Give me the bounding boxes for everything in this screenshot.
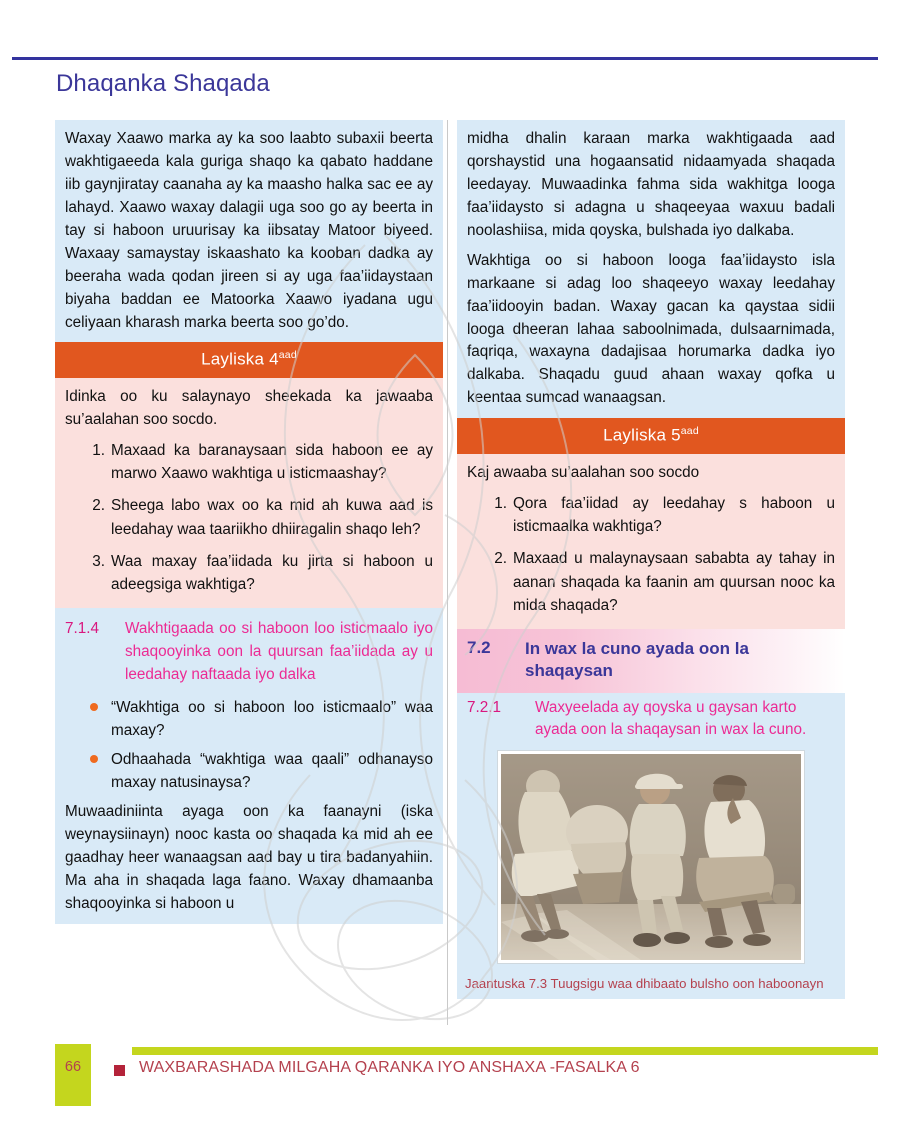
right-column xyxy=(457,120,845,999)
footer-rule xyxy=(132,1047,878,1055)
list-item-text: Qora faa’iidad ay leedahay s haboon u isticmaalka wakhtiga? xyxy=(513,494,835,536)
right-intro-paragraph-1: midha dhalin karaan marka wakhtigaada aad qorshaystid una hogaansatid nidaamyada shaqada leedayay. Muwaadinka fahma sida wakhitga looga faa’iidaysto si adagna u shaqeeyaa waxuu badali noolashiisa, mida qoyska, bulshada iyo dalkaba. xyxy=(467,130,835,239)
right-intro-block xyxy=(457,120,845,418)
page-number: 66 xyxy=(64,1059,82,1075)
list-item xyxy=(92,550,433,597)
subsection-714-block xyxy=(55,608,443,923)
exercise-5-bar xyxy=(457,418,845,454)
footer-square-icon xyxy=(114,1065,125,1076)
right-intro-paragraph-2: Wakhtiga oo si haboon looga faa’iidaysto isla markaane si adag loo shaqeeyo waxay leedahay faa’iidooyin badan. Waxay gacan ka qaystaa sidii looga dheeran lahaa saboolnimada, dulsaarnimada, faqriqa, waxayna dadajisaa horumarka dadka iyo dalkaba. Shaqadu guud ahaan waxay qofka u keentaa sumcad wanaagsan. xyxy=(467,251,835,407)
list-item-number: 3. xyxy=(92,552,105,570)
exercise-4-question-list xyxy=(65,439,433,597)
subsection-721-title: Waxyeelada ay qoyska u gaysan karto ayada oon la shaqaysan in wax la cuno. xyxy=(535,698,807,738)
figure-caption: Jaantuska 7.3 Tuugsigu waa dhibaato bulsho oon haboonayn xyxy=(465,975,824,991)
subsection-714-bullets xyxy=(65,697,433,795)
exercise-4-lead-in: Idinka oo ku salaynayo sheekada ka jawaaba su’aalahan soo socdo. xyxy=(65,388,433,429)
footer-text: WAXBARASHADA MILGAHA QARANKA IYO ANSHAXA -FASALKA 6 xyxy=(139,1059,640,1076)
section-72-number: 7.2 xyxy=(467,638,491,658)
list-item-number: 2. xyxy=(92,497,105,515)
page-title: Dhaqanka Shaqada xyxy=(56,70,270,97)
list-item-text: “Wakhtiga oo si haboon loo isticmaalo” waa maxay? xyxy=(111,699,433,740)
exercise-4-superscript: aad xyxy=(278,349,297,362)
subsection-721-number: 7.2.1 xyxy=(467,698,502,716)
exercise-5-label: Layliska 5 xyxy=(603,425,681,445)
list-item-text: Maxaad ka baranaysaan sida haboon ee ay marwo Xaawo wakhtiga u isticmaashay? xyxy=(111,441,433,483)
header-rule xyxy=(12,57,878,60)
list-item-text: Odhaahada “wakhtiga waa qaali” odhanayso maxay natusinaysa? xyxy=(111,751,433,792)
exercise-5-superscript: aad xyxy=(680,425,699,438)
left-column xyxy=(55,120,443,924)
section-72-title: In wax la cuno ayada oon la shaqaysan xyxy=(525,639,749,680)
list-item xyxy=(111,749,433,795)
subsection-714-number: 7.1.4 xyxy=(65,620,100,638)
left-intro-paragraph: Waxay Xaawo marka ay ka soo laabto subaxii beerta wakhtigaeeda kala guriga shaqo ka qabato haddane iib gaynjiratay caanaha ay ka maasho halka sac ee ay lahayd. Xaawo waxay dalagii uga soo go ay beerta in tay si haboon uruurisay ka iibsatay Matoor biyeed. Waxaay samaystay iskaashato ka kooban dadka ay beeraha wada qodan jireen si ay uga faa’iidaystaan biyaha baddan ee Matoorka Xaawo iyadana ugu celiyaan kharash marka beerta soo go’do. xyxy=(65,130,433,331)
subsection-714-heading xyxy=(65,616,433,691)
exercise-4-label: Layliska 4 xyxy=(201,350,279,370)
list-item-text: Sheega labo wax oo ka mid ah kuwa aad is leedahay waa taariikho dhiiragalin shaqo leh? xyxy=(111,497,433,538)
subsection-714-closing-paragraph: Muwaadiniinta ayaga oon ka faanayni (iska weynaysiinayn) nooc kasta oo shaqada ka mid ah ee gaadhay heer wanaagsan aad bay u tira badanyahiin. Ma aha in shaqada laga faano. Waxay dhamaanba shaqooyinka si haboon u xyxy=(65,803,433,912)
section-72-heading xyxy=(457,629,845,693)
list-item xyxy=(92,494,433,541)
bullet-dot-icon xyxy=(90,703,98,711)
list-item-number: 1. xyxy=(494,494,507,512)
list-item xyxy=(111,697,433,743)
bullet-dot-icon xyxy=(90,755,98,763)
subsection-714-title: Wakhtigaada oo si haboon loo isticmaalo iyo shaqooyinka oon la quursan faa’iidada ay u leedahay naftaada iyo dalka xyxy=(125,620,433,684)
exercise-4-bar xyxy=(55,342,443,378)
figure-container xyxy=(457,747,845,970)
subsection-721-block xyxy=(457,693,845,1000)
exercise-5-body xyxy=(457,454,845,629)
photo-illustration xyxy=(501,754,801,960)
exercise-5-lead-in: Kaj awaaba su’aalahan soo socdo xyxy=(467,463,700,481)
page-number-badge xyxy=(55,1044,91,1106)
column-divider xyxy=(447,120,448,1025)
list-item xyxy=(494,547,835,617)
list-item-number: 2. xyxy=(494,550,507,568)
subsection-721-heading xyxy=(457,693,845,747)
three-men-sitting-photo xyxy=(498,751,804,963)
exercise-5-question-list xyxy=(467,492,835,617)
left-intro-block xyxy=(55,120,443,342)
list-item-text: Waa maxay faa’iidada ku jirta si haboon u adeegsiga wakhtiga? xyxy=(111,552,433,594)
list-item-number: 1. xyxy=(92,441,105,459)
list-item-text: Maxaad u malaynaysaan sababta ay tahay in aanan shaqada ka faanin am quursan nooc ka mida shaqada? xyxy=(513,550,835,614)
list-item xyxy=(494,492,835,539)
exercise-4-body xyxy=(55,378,443,608)
list-item xyxy=(92,439,433,486)
